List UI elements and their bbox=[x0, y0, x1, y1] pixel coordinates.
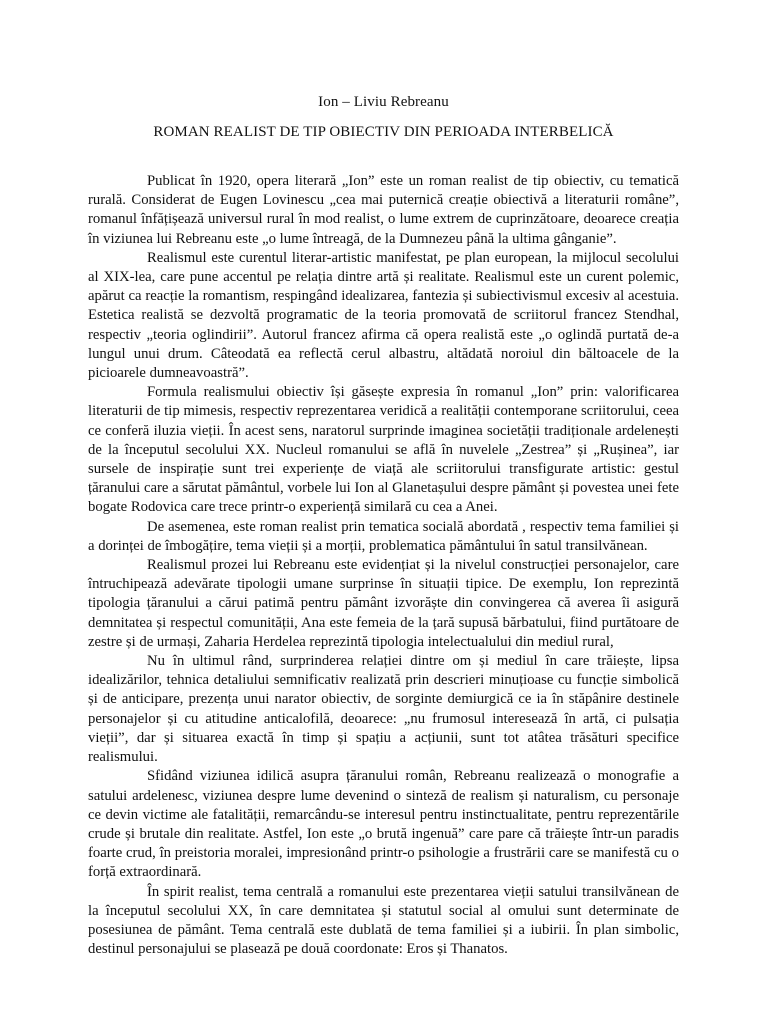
document-subtitle: ROMAN REALIST DE TIP OBIECTIV DIN PERIOADA INTERBELICĂ bbox=[153, 124, 614, 140]
document-body bbox=[88, 172, 679, 959]
paragraph-realism-traits: Nu în ultimul rând, surprinderea relației dintre om și mediul în care trăiește, lipsa idealizărilor, tehnica detaliului semnificativ realizată prin descrieri minuțioase cu funcție simbolică și de anticipare, prezența unui narator obiectiv, de sorginte demiurgică ce ia în stăpânire destinele personajelor și cu atitudine anticalofilă, deoarece: „nu frumosul interesează în artă, ci pulsația vieții”, dar și situarea exactă în timp și spațiu a acțiunii, sunt tot atâtea trăsături specifice realismului. bbox=[88, 653, 679, 766]
document-page bbox=[88, 92, 679, 959]
paragraph-social-themes: De asemenea, este roman realist prin tematica socială abordată , respectiv tema familiei și a dorinței de îmbogățire, tema vieții și a morții, problematica pământului în satul transilvănean. bbox=[88, 518, 679, 554]
paragraph-intro: Publicat în 1920, opera literară „Ion” este un roman realist de tip obiectiv, cu tematică rurală. Considerat de Eugen Lovinescu „cea mai puternică creație obiectivă a literaturii române”, romanul înfățișează universul rural în mod realist, o lume extrem de cuprinzătoare, deoarece creația în viziunea lui Rebreanu este „o lume întreagă, de la Dumnezeu până la ultima gânganie”. bbox=[88, 173, 679, 247]
paragraph-objective-realism: Formula realismului obiectiv își găsește expresia în romanul „Ion” prin: valorificarea literaturii de tip mimesis, respectiv reprezentarea veridică a realității contemporane scriitorului, ceea ce conferă iluzia vieții. În acest sens, naratorul surprinde imaginea societății tradiționale ardelenești de la începutul secolului XX. Nucleul romanului se află în nuvelele „Zestrea” și „Rușinea”, iar sursele de inspirație sunt trei experiențe de viață ale scriitorului transfigurate artistic: gestul țăranului care a sărutat pământul, vorbele lui Ion al Glanetașului despre pământ și povestea unei fete bogate Rodovica care trece printr-o experiență similară cu cea a Anei. bbox=[88, 384, 679, 516]
paragraph-central-theme: În spirit realist, tema centrală a romanului este prezentarea vieții satului transilvănean de la începutul secolului XX, în care demnitatea și statutul social al omului sunt determinate de posesiunea de pământ. Tema centrală este dublată de tema familiei și a iubirii. În plan simbolic, destinul personajului se plasează pe două coordonate: Eros și Thanatos. bbox=[88, 883, 679, 958]
paragraph-characters: Realismul prozei lui Rebreanu este evidențiat și la nivelul construcției personajelor, care întruchipează adevărate tipologii umane surprinse în situații tipice. De exemplu, Ion reprezintă tipologia țăranului a cărui patimă pentru pământ izvorăște din convingerea că averea îi asigură demnitatea și respectul comunității, Ana este femeia de la țară supusă bărbatului, fiind purtătoare de zestre și de urmași, Zaharia Herdelea reprezintă tipologia intelectualului din mediul rural, bbox=[88, 557, 679, 650]
document-title: Ion – Liviu Rebreanu bbox=[318, 94, 449, 110]
paragraph-realism-definition: Realismul este curentul literar-artistic manifestat, pe plan european, la mijlocul secolului al XIX-lea, care pune accentul pe relația dintre artă și realitate. Realismul este un curent polemic, apărut ca reacție la romantism, respingând idealizarea, fantezia și subiectivismul excesiv al acestuia. Estetica realistă se dezvoltă programatic de la teoria promovată de scriitorul francez Stendhal, respectiv „teoria oglindirii”. Autorul francez afirma că opera realistă este „o oglindă purtată de-a lungul unui drum. Câteodată ea reflectă cerul albastru, altădată noroiul din băltoacele de la picioarele dumneavoastră”. bbox=[88, 249, 679, 382]
paragraph-naturalism: Sfidând viziunea idilică asupra țăranului român, Rebreanu realizează o monografie a satului ardelenesc, viziunea despre lume devenind o sinteză de realism și naturalism, cu personaje ce devin victime ale fatalității, remarcându-se interesul pentru instinctualitate, pentru reprezentările crude și brutale din realitate. Astfel, Ion este „o brută ingenuă” care pare că trăiește într-un paradis foarte crud, în preistoria moralei, impresionând printr-o psihologie a frustrării care se manifestă cu o forță extraordinară. bbox=[88, 768, 679, 881]
